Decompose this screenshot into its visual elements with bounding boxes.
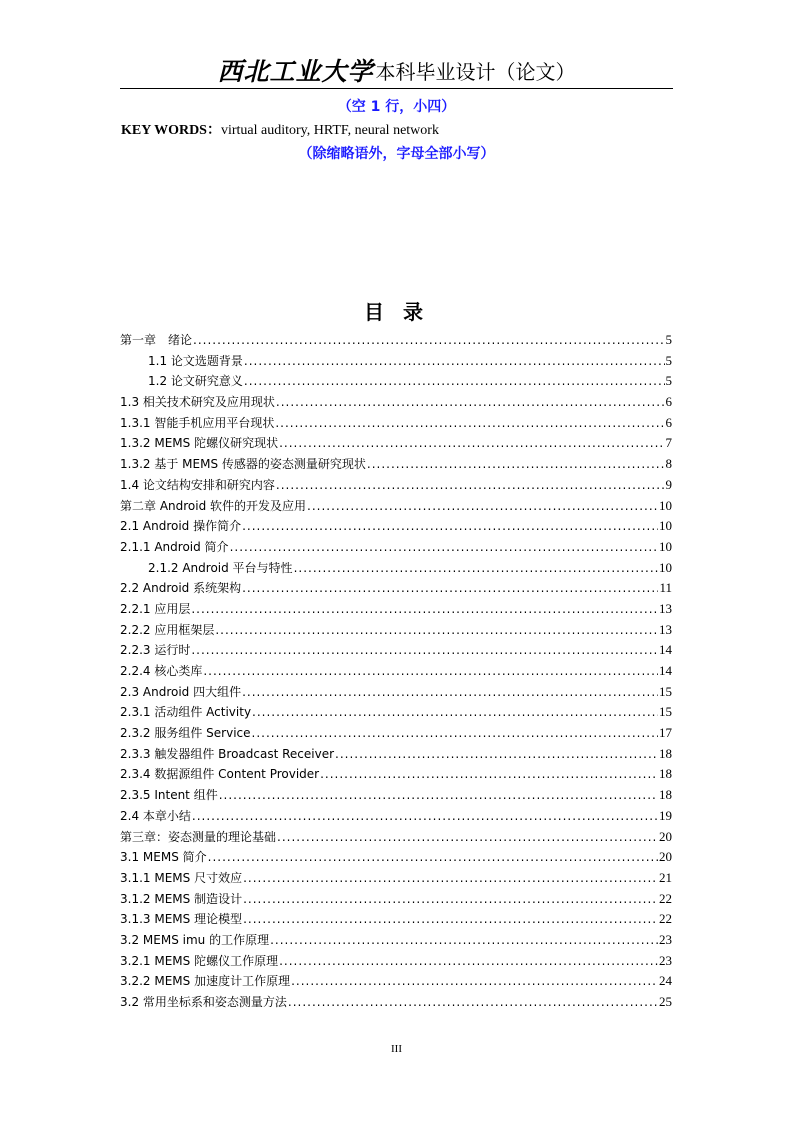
- toc-leader-dots: [335, 744, 658, 765]
- keywords-value: virtual auditory, HRTF, neural network: [220, 123, 439, 138]
- toc-leader-dots: [242, 578, 658, 599]
- toc-entry-page: 20: [659, 849, 672, 865]
- toc-leader-dots: [320, 764, 658, 785]
- toc-leader-dots: [191, 599, 658, 620]
- toc-leader-dots: [307, 496, 658, 517]
- header-title: 本科毕业设计（论文）: [375, 59, 576, 84]
- toc-entry[interactable]: [120, 764, 672, 785]
- toc-leader-dots: [203, 661, 658, 682]
- toc-entry-title: 第二章 Android 软件的开发及应用: [120, 498, 307, 513]
- toc-leader-dots: [252, 723, 658, 744]
- toc-entry-page: 7: [665, 435, 672, 451]
- toc-entry-title: 2.3.3 触发器组件 Broadcast Receiver: [120, 746, 335, 761]
- toc-entry-title: 第三章：姿态测量的理论基础: [120, 829, 277, 844]
- toc-leader-dots: [294, 558, 658, 579]
- toc-leader-dots: [219, 785, 658, 806]
- toc-entry[interactable]: [120, 496, 672, 517]
- toc-entry-title: 3.2 常用坐标系和姿态测量方法: [120, 995, 287, 1009]
- toc-entry-page: 11: [659, 580, 672, 596]
- toc-entry[interactable]: [120, 475, 672, 496]
- toc-entry-page: 6: [665, 414, 672, 430]
- toc-entry-title: 2.2.2 应用框架层: [120, 622, 215, 637]
- toc-entry-page: 15: [659, 683, 672, 699]
- toc-leader-dots: [215, 620, 658, 641]
- toc-entry-page: 13: [659, 621, 672, 637]
- toc-entry-page: 23: [659, 931, 672, 947]
- toc-entry-title: 2.1 Android 操作简介: [120, 519, 242, 534]
- toc-entry-title: 3.2.1 MEMS 陀螺仪工作原理: [120, 953, 279, 968]
- toc-entry-title: 2.4 本章小结: [120, 808, 191, 823]
- toc-leader-dots: [244, 351, 665, 372]
- toc-entry[interactable]: [120, 392, 672, 413]
- toc-entry[interactable]: [120, 971, 672, 992]
- toc-entry-page: 15: [659, 704, 672, 720]
- university-logo-text: 西北工业大学: [217, 57, 374, 86]
- toc-entry-page: 24: [659, 973, 672, 989]
- toc-leader-dots: [242, 682, 658, 703]
- keywords-label: KEY WORDS：: [121, 123, 221, 138]
- toc-entry[interactable]: [120, 868, 672, 889]
- table-of-contents: [120, 330, 672, 1013]
- toc-leader-dots: [277, 827, 658, 848]
- toc-entry[interactable]: [120, 847, 672, 868]
- toc-entry-title: 2.2.1 应用层: [120, 601, 191, 616]
- toc-entry-title: 2.1.2 Android 平台与特性: [148, 560, 293, 575]
- toc-entry[interactable]: [120, 909, 672, 930]
- toc-entry-page: 14: [659, 642, 672, 658]
- toc-entry-title: 2.2.4 核心类库: [120, 664, 203, 678]
- toc-entry-title: 2.3.1 活动组件 Activity: [120, 705, 252, 720]
- toc-entry[interactable]: [120, 433, 672, 454]
- toc-entry[interactable]: [120, 827, 672, 848]
- toc-entry-page: 18: [659, 787, 672, 803]
- toc-entry-title: 第一章 绪论: [120, 333, 193, 347]
- toc-leader-dots: [276, 392, 665, 413]
- toc-entry-title: 2.3.5 Intent 组件: [120, 788, 218, 803]
- toc-entry-page: 18: [659, 766, 672, 782]
- toc-entry-page: 6: [665, 394, 672, 410]
- toc-entry[interactable]: [120, 682, 672, 703]
- toc-entry[interactable]: [120, 723, 672, 744]
- toc-entry[interactable]: [120, 785, 672, 806]
- toc-entry[interactable]: [120, 889, 672, 910]
- toc-entry-title: 2.3.4 数据源组件 Content Provider: [120, 767, 320, 782]
- toc-leader-dots: [193, 330, 664, 351]
- toc-entry[interactable]: [120, 661, 672, 682]
- blank-line-note: （空 1 行，小四）: [337, 99, 456, 115]
- toc-entry-title: 3.1.3 MEMS 理论模型: [120, 912, 243, 927]
- toc-entry-page: 18: [659, 745, 672, 761]
- toc-leader-dots: [279, 951, 658, 972]
- toc-entry[interactable]: [120, 599, 672, 620]
- toc-entry[interactable]: [120, 371, 672, 392]
- toc-entry-page: 19: [659, 807, 672, 823]
- toc-entry[interactable]: [120, 806, 672, 827]
- lowercase-note: （除缩略语外，字母全部小写）: [298, 146, 495, 162]
- toc-entry-page: 9: [665, 476, 672, 492]
- toc-entry[interactable]: [120, 454, 672, 475]
- toc-entry-title: 1.1 论文选题背景: [148, 353, 243, 368]
- toc-entry[interactable]: [120, 558, 672, 579]
- toc-entry-page: 13: [659, 600, 672, 616]
- toc-leader-dots: [276, 475, 665, 496]
- page-number: III: [391, 1043, 402, 1055]
- toc-leader-dots: [230, 537, 658, 558]
- toc-leader-dots: [208, 847, 658, 868]
- toc-leader-dots: [243, 868, 658, 889]
- toc-entry-title: 2.2 Android 系统架构: [120, 581, 242, 596]
- toc-leader-dots: [243, 909, 658, 930]
- toc-entry-page: 8: [665, 456, 672, 472]
- toc-leader-dots: [288, 992, 658, 1013]
- toc-entry-title: 2.2.3 运行时: [120, 643, 191, 658]
- toc-entry-title: 1.3.2 MEMS 陀螺仪研究现状: [120, 436, 279, 451]
- toc-entry[interactable]: [120, 351, 672, 372]
- toc-entry[interactable]: [120, 330, 672, 351]
- toc-entry[interactable]: [120, 578, 672, 599]
- toc-leader-dots: [275, 413, 664, 434]
- toc-entry-title: 3.1.1 MEMS 尺寸效应: [120, 870, 243, 885]
- toc-leader-dots: [252, 702, 658, 723]
- toc-title: 目 录: [364, 300, 429, 324]
- toc-entry-title: 3.2.2 MEMS 加速度计工作原理: [120, 974, 291, 989]
- toc-entry-title: 2.3.2 服务组件 Service: [120, 726, 251, 741]
- toc-leader-dots: [244, 371, 665, 392]
- toc-entry-page: 5: [665, 373, 672, 389]
- toc-entry-title: 1.4 论文结构安排和研究内容: [120, 477, 275, 492]
- toc-entry-page: 10: [659, 559, 672, 575]
- toc-entry-page: 21: [659, 869, 672, 885]
- toc-entry[interactable]: [120, 537, 672, 558]
- toc-entry-page: 10: [659, 538, 672, 554]
- toc-entry[interactable]: [120, 620, 672, 641]
- toc-entry-title: 2.1.1 Android 简介: [120, 539, 229, 554]
- toc-entry[interactable]: [120, 516, 672, 537]
- toc-entry-page: 22: [659, 890, 672, 906]
- toc-entry[interactable]: [120, 951, 672, 972]
- toc-entry-page: 23: [659, 952, 672, 968]
- keywords-line: [121, 119, 439, 139]
- toc-entry[interactable]: [120, 702, 672, 723]
- toc-entry-page: 17: [659, 725, 672, 741]
- toc-entry-title: 3.1.2 MEMS 制造设计: [120, 891, 243, 906]
- toc-entry-title: 1.3.2 基于 MEMS 传感器的姿态测量研究现状: [120, 457, 366, 472]
- toc-entry[interactable]: [120, 744, 672, 765]
- toc-leader-dots: [291, 971, 658, 992]
- toc-entry-title: 1.3 相关技术研究及应用现状: [120, 395, 275, 410]
- toc-entry[interactable]: [120, 413, 672, 434]
- toc-entry-page: 25: [659, 994, 672, 1009]
- toc-entry-title: 2.3 Android 四大组件: [120, 684, 242, 699]
- toc-entry-page: 22: [659, 911, 672, 927]
- toc-leader-dots: [367, 454, 665, 475]
- toc-leader-dots: [192, 806, 658, 827]
- toc-leader-dots: [270, 930, 658, 951]
- toc-entry[interactable]: [120, 640, 672, 661]
- toc-entry-page: 5: [665, 352, 672, 368]
- toc-entry-title: 3.2 MEMS imu 的工作原理: [120, 932, 270, 947]
- toc-entry-page: 10: [659, 518, 672, 534]
- toc-entry-title: 1.3.1 智能手机应用平台现状: [120, 415, 275, 430]
- toc-entry-page: 5: [665, 332, 672, 347]
- toc-entry[interactable]: [120, 930, 672, 951]
- toc-leader-dots: [242, 516, 658, 537]
- toc-entry[interactable]: [120, 992, 672, 1013]
- toc-entry-title: 3.1 MEMS 简介: [120, 850, 207, 865]
- toc-entry-page: 10: [659, 497, 672, 513]
- toc-entry-page: 20: [659, 828, 672, 844]
- toc-leader-dots: [279, 433, 664, 454]
- toc-entry-page: 14: [659, 663, 672, 678]
- toc-entry-title: 1.2 论文研究意义: [148, 374, 243, 389]
- toc-leader-dots: [243, 889, 658, 910]
- page-header: [120, 52, 673, 89]
- toc-leader-dots: [191, 640, 658, 661]
